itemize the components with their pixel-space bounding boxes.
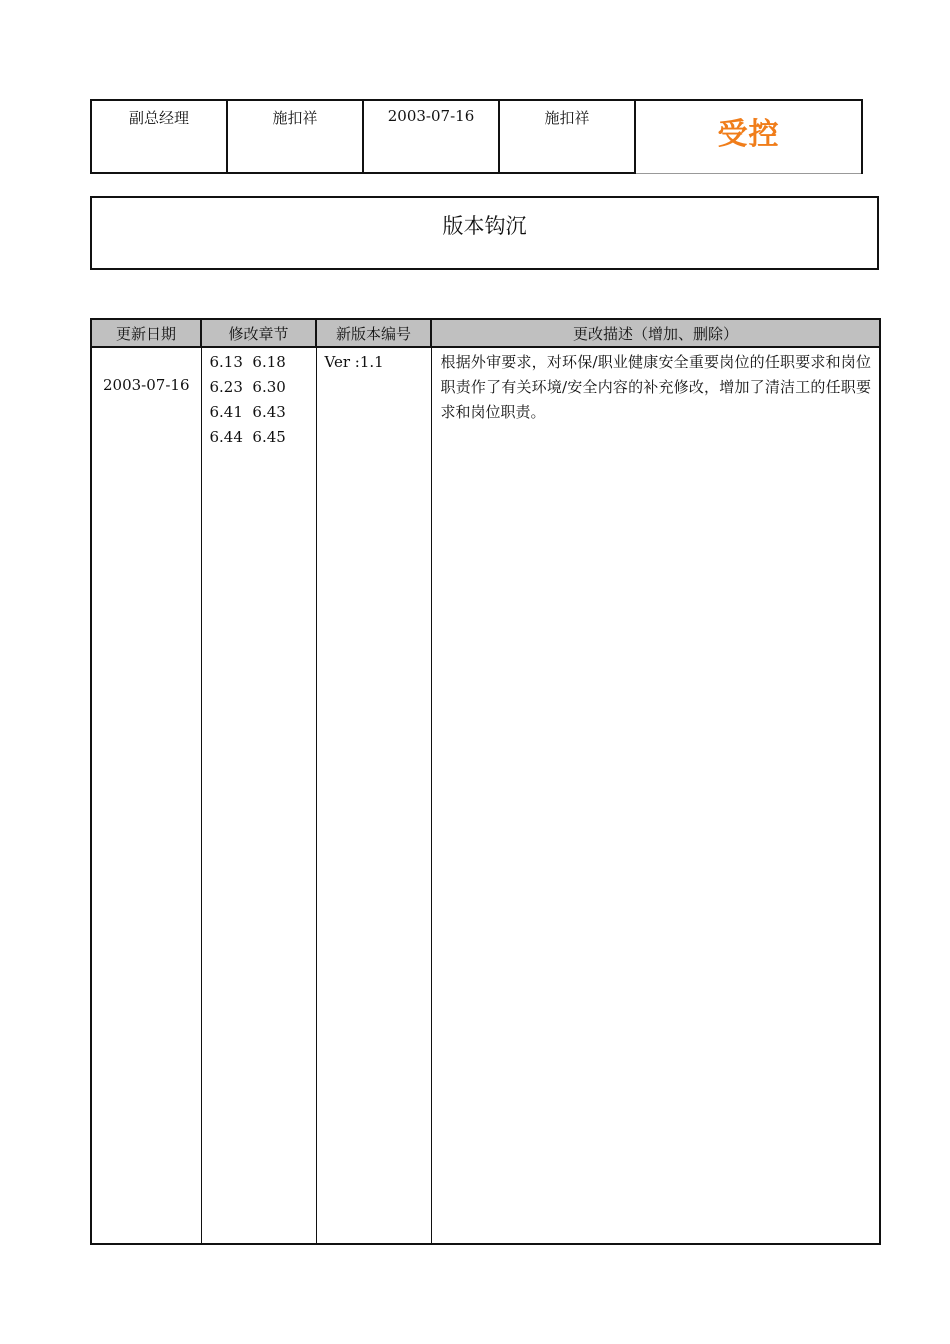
header-change-description: 更改描述（增加、删除） [431, 319, 880, 347]
document-title: 版本钩沉 [442, 214, 527, 238]
section-line: 6.41 6.43 [209, 403, 286, 421]
section-line: 6.44 6.45 [209, 428, 286, 446]
title-box [90, 196, 879, 270]
approval-row [91, 100, 862, 173]
approval-approver: 施扣祥 [227, 100, 363, 173]
header-modified-sections: 修改章节 [201, 319, 316, 347]
approval-date: 2003-07-16 [363, 100, 499, 173]
row-sections [201, 347, 316, 1244]
version-history-table [90, 318, 881, 1245]
row-description: 根据外审要求，对环保/职业健康安全重要岗位的任职要求和岗位职责作了有关环境/安全内容的补充修改，增加了清洁工的任职要求和岗位职责。 [431, 347, 880, 1244]
table-header-row [91, 319, 880, 347]
approval-table [90, 99, 863, 174]
approval-position: 副总经理 [91, 100, 227, 173]
header-new-version: 新版本编号 [316, 319, 431, 347]
header-update-date: 更新日期 [91, 319, 201, 347]
row-version: Ver :1.1 [316, 347, 431, 1244]
section-line: 6.13 6.18 [209, 353, 286, 371]
table-row [91, 347, 880, 1244]
stamp-cell [635, 100, 862, 173]
row-date: 2003-07-16 [91, 347, 201, 1244]
section-line: 6.23 6.30 [209, 378, 286, 396]
approval-signer: 施扣祥 [499, 100, 635, 173]
controlled-stamp: 受控 [717, 117, 780, 152]
